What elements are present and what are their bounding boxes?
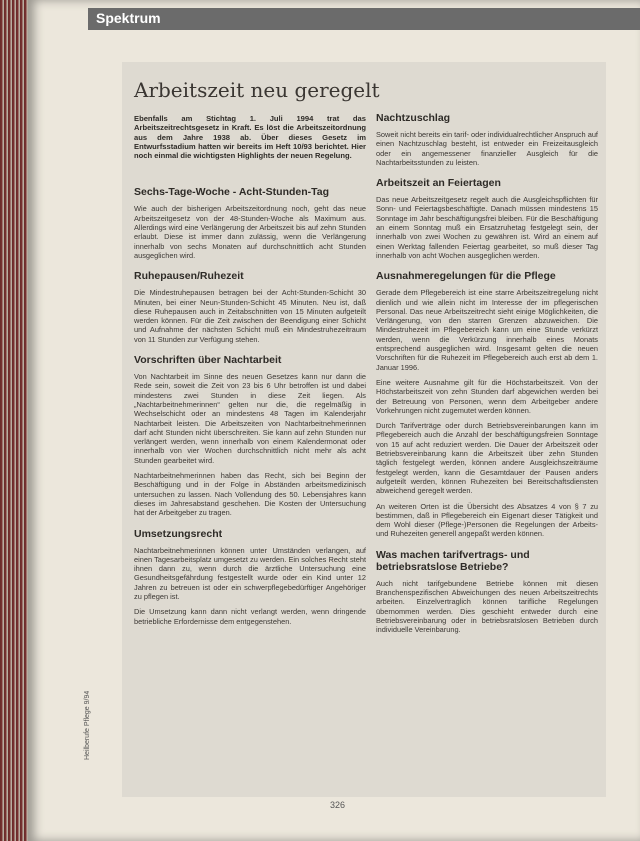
heading-sechs-tage: Sechs-Tage-Woche - Acht-Stunden-Tag xyxy=(134,186,330,199)
text-umsetzungsrecht-2: Die Umsetzung kann dann nicht verlangt werden, wenn dringende betriebliche Erfordernisse dem entgegenstehen. xyxy=(134,607,366,626)
spine-text: Heilberufe Pflege 9/94 xyxy=(84,690,91,760)
left-column xyxy=(134,114,366,632)
text-pflege-3: Durch Tarifverträge oder durch Betriebsvereinbarungen kann im Pflegebereich auch die Anzahl der beschäftigungsfreien Sonntage von 15 auf acht reduziert werden. Die Dauer der Arbeitszeit oder Betriebsvereinbarung kann die Arbeitszeit über zehn Stunden täglich festgelegt werden, können andere Ausgleichszeiträume festgelegt werden, kann die Gesamtdauer der Pausen anders aufgeteilt werden, können Ruhezeiten bei Bereitschaftsdiensten abweichend geregelt werden. xyxy=(376,421,598,496)
right-column xyxy=(376,108,598,640)
text-sechs-tage: Wie auch der bisherigen Arbeitszeitordnung noch, geht das neue Arbeitszeitgesetz von der 48-Stunden-Woche als Maximum aus. Allerdings wird eine Verlängerung der Arbeitszeit bis auf zehn Stunden erlaubt. Diese ist immer dann zulässig, wenn die Verlängerung innerhalb von sechs Monaten auf durchschnittlich acht Stunden ausgeglichen wird. xyxy=(134,204,366,260)
text-tariflose-betriebe: Auch nicht tarifgebundene Betriebe können mit diesen Branchenspezifischen Abweichungen des neuen Arbeitszeitrechts arbeiten. Einzelvertraglich können tarifliche Regelungen übernommen werden. Dies geschieht entweder durch eine Betriebsvereinbarung oder in betriebsratslosen Betrieben durch individuelle Vereinbarung. xyxy=(376,578,598,635)
article-title: Arbeitszeit neu geregelt xyxy=(134,78,380,102)
text-nachtarbeit-2: Nachtarbeitnehmerinnen haben das Recht, sich bei Beginn der Beschäftigung und in der Folge in Abständen arbeitsmedizinisch untersuchen zu lassen. Nach Vollendung des 50. Lebensjahres kann dieses im Jahresabstand geschehen. Die Kosten der Untersuchung hat der Arbeitgeber zu tragen. xyxy=(134,471,366,518)
text-pflege-4: An weiteren Orten ist die Übersicht des Absatzes 4 von § 7 zu bestimmen, daß in Pflegebereich ein Eigenart dieser Tätigkeit und dem Wohl dieser (Pflege-)Personen die Regelungen der Arbeits- und Ruhezeiten generell angepaßt werden können. xyxy=(376,501,598,539)
page-edges xyxy=(0,0,28,841)
text-pflege: Gerade dem Pflegebereich ist eine starre Arbeitszeitregelung nicht dienlich und wie allein nicht im Interesse der im pflegerischen Personal. Das neue Arbeitszeitrecht sieht einige Möglichkeiten, die Verlängerung, von den starren Grenzen abzuweichen. Die Mindestruhezeit im Pflegebereich kann um eine Stunde verkürzt werden, wenn die Verkürzung innerhalb eines Monats entsprechend ausgeglichen wird. Insgesamt gelten die neuen Vorschriften für die Ruhezeit im Pflegebereich auch erst ab dem 1. Januar 1996. xyxy=(376,288,598,372)
text-nachtarbeit: Von Nachtarbeit im Sinne des neuen Gesetzes kann nur dann die Rede sein, soweit die Zeit von 23 bis 6 Uhr betroffen ist und dabei mindestens zwei Stunden in diese Zeit liegen. Als „Nachtarbeitnehmerinnen“ gelten nur die, die regelmäßig in Wechselschicht oder an mindestens 48 Tagen im Kalenderjahr Nachtarbeit leisten. Die Arbeitszeiten von Nachtarbeitnehmerinnen darf acht Stunden nicht überschreiten. Sie kann auf zehn Stunden nur verlängert werden, wenn innerhalb von einem Kalendermonat oder innerhalb von vier Wochen durchschnittlich nicht mehr als acht Stunden gearbeitet wird. xyxy=(134,372,366,465)
heading-tariflose-betriebe: Was machen tarifvertrags- und betriebsratslose Betriebe? xyxy=(376,548,530,573)
text-feiertage: Das neue Arbeitszeitgesetz regelt auch die Ausgleichspflichten für Sonn- und Feiertagsbeschäftigte. Danach müssen mindestens 15 Sonntage im Jahr beschäftigungsfrei bleiben. Für die Beschäftigung an einem Sonntag muß ein Ersatzruhetag festgelegt sein, der innerhalb von zwei Wochen zu gewähren ist. Wird an einem auf einen Werktag fallenden Feiertag gearbeitet, so muß dieser Tag innerhalb von acht Wochen ausgeglichen werden. xyxy=(376,195,598,260)
text-nachtzuschlag: Soweit nicht bereits ein tarif- oder individualrechtlicher Anspruch auf einen Nachtzuschlag besteht, ist entweder ein Freizeitausgleich oder ein angemessener finanzieller Ausgleich für die Nachtarbeitsstunden zu leisten. xyxy=(376,130,598,167)
heading-nachtzuschlag: Nachtzuschlag xyxy=(376,112,451,124)
heading-feiertage: Arbeitszeit an Feiertagen xyxy=(376,177,501,190)
heading-nachtarbeit: Vorschriften über Nachtarbeit xyxy=(134,354,282,367)
text-pflege-2: Eine weitere Ausnahme gilt für die Höchstarbeitszeit. Von der Höchstarbeitszeit von zehn Stunden darf abgewichen werden bei der Betreuung von Personen, wenn dem Arbeitgeber andere Vorkehrungen nicht zugemutet werden können. xyxy=(376,377,598,415)
section-label: Spektrum xyxy=(96,10,161,26)
page-number: 326 xyxy=(330,800,346,810)
heading-ruhepausen: Ruhepausen/Ruhezeit xyxy=(134,270,244,283)
section-bar xyxy=(88,8,640,30)
heading-pflege: Ausnahmeregelungen für die Pflege xyxy=(376,270,556,283)
article-lead: Ebenfalls am Stichtag 1. Juli 1994 trat das Arbeitszeitrechtsgesetz in Kraft. Es löst die Arbeitszeitordnung aus dem Jahre 1938 ab. Über dieses Gesetz im Entwurfsstadium hatten wir bereits im Heft 10/93 berichtet. Hier noch einmal die wichtigsten Highlights der neuen Regelung. xyxy=(134,114,366,161)
text-ruhepausen: Die Mindestruhepausen betragen bei der Acht-Stunden-Schicht 30 Minuten, bei einer Neun-Stunden-Schicht 45 Minuten. Neu ist, daß diese Ruhepausen auch in Zeitabschnitten von 15 Minuten aufgeteilt werden können. Für die Zeit zwischen der Beendigung einer Schicht und Aufnahme der nächsten Schicht muß ein Mindestruhezeitraum von 11 Stunden zur Verfügung stehen. xyxy=(134,288,366,344)
text-umsetzungsrecht: Nachtarbeitnehmerinnen können unter Umständen verlangen, auf einen Tagesarbeitsplatz umgesetzt zu werden. Ein solches Recht steht ihnen dann zu, wenn durch die ärztliche Untersuchung eine Gesundheitsgefährdung festgestellt wurde oder ein Kind unter 12 Jahren zu betreuen ist oder ein schwerpflegebedürftiger Angehöriger zu pflegen ist. xyxy=(134,545,366,601)
heading-umsetzungsrecht: Umsetzungsrecht xyxy=(134,527,223,540)
